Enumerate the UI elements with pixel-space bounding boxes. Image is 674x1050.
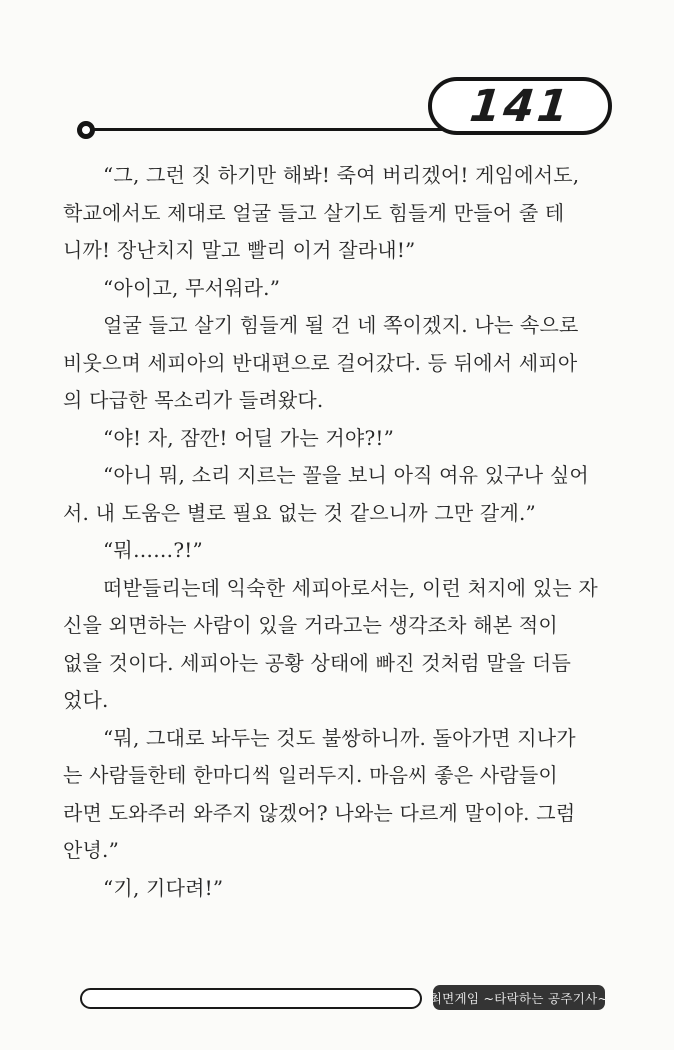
text-line: 의 다급한 목소리가 들려왔다.	[63, 388, 324, 412]
text-line: 니까! 장난치지 말고 빨리 이거 잘라내!”	[63, 238, 416, 262]
text-line: “기, 기다려!”	[103, 875, 224, 900]
text-line: “아니 뭐, 소리 지르는 꼴을 보니 아직 여유 있구나 싶어	[103, 463, 589, 487]
text-line: 는 사람들한테 한마디씩 일러두지. 마음씨 좋은 사람들이	[63, 763, 558, 787]
series-title: 최면게임 ~타락하는 공주기사~	[429, 990, 609, 1006]
page-number-badge	[428, 77, 612, 135]
text-line: 비웃으며 세피아의 반대편으로 걸어갔다. 등 뒤에서 세피아	[63, 350, 578, 375]
text-line: 얼굴 들고 살기 힘들게 될 건 네 쪽이겠지. 나는 속으로	[103, 313, 579, 337]
text-line: 신을 외면하는 사람이 있을 거라고는 생각조차 해본 적이	[63, 613, 558, 637]
text-line: 라면 도와주러 와주지 않겠어? 나와는 다르게 말이야. 그럼	[63, 800, 576, 825]
text-line: 떠받들리는데 익숙한 세피아로서는, 이런 처지에 있는 자	[103, 575, 598, 600]
text-line: “그, 그런 짓 하기만 해봐! 죽여 버리겠어! 게임에서도,	[103, 163, 580, 187]
text-line: 었다.	[63, 688, 109, 712]
text-line: “아이고, 무서워라.”	[103, 275, 281, 300]
text-line: “뭐, 그대로 놔두는 것도 불쌍하니까. 돌아가면 지나가	[103, 725, 576, 750]
footer-pill	[80, 988, 422, 1009]
body-text	[63, 157, 615, 907]
page-number: 141	[466, 80, 574, 132]
text-line: “야! 자, 잠깐! 어딜 가는 거야?!”	[103, 425, 395, 450]
series-title-badge	[429, 985, 609, 1010]
text-line: 안녕.”	[63, 838, 120, 862]
text-line: 서. 내 도움은 별로 필요 없는 것 같으니까 그만 갈게.”	[63, 500, 536, 525]
text-line: 없을 것이다. 세피아는 공황 상태에 빠진 것처럼 말을 더듬	[63, 650, 571, 675]
text-line: “뭐……?!”	[103, 538, 203, 562]
header-rule	[92, 128, 444, 131]
text-line: 학교에서도 제대로 얼굴 들고 살기도 힘들게 만들어 줄 테	[63, 200, 565, 225]
